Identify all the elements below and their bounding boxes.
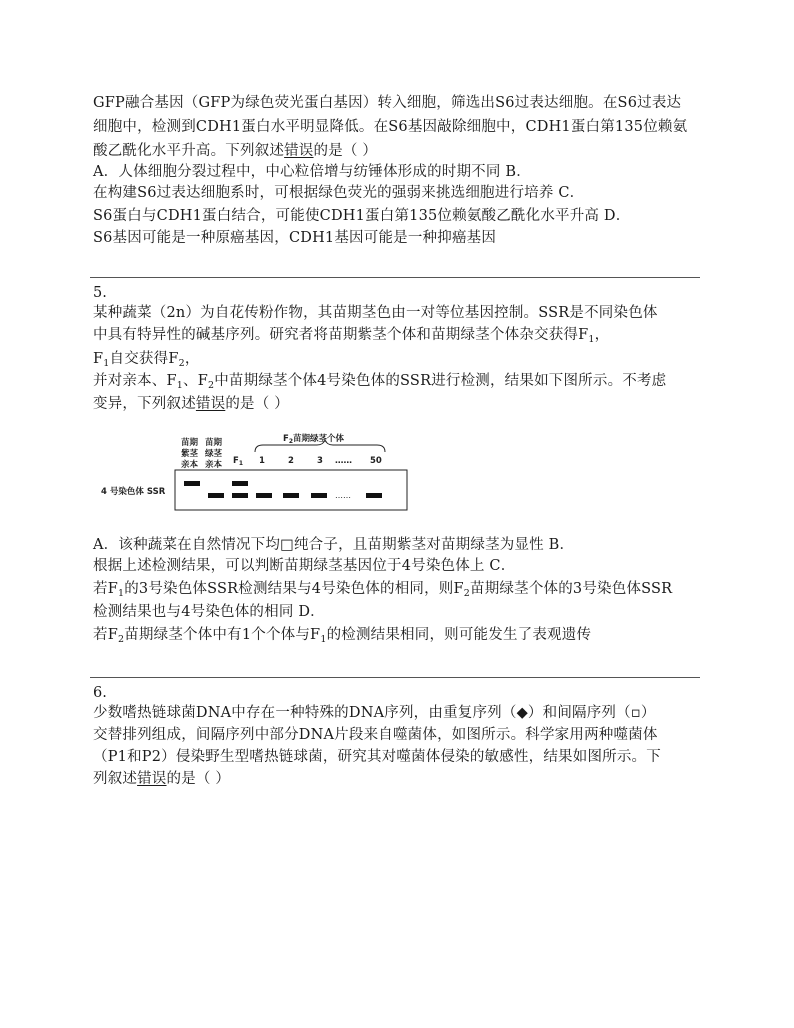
q5-stem-line-3 <box>93 349 200 369</box>
subscript: 2 <box>117 634 125 645</box>
col-f1-sub: 1 <box>238 460 243 467</box>
q4-stem-end: 的是（ ） <box>313 143 378 159</box>
q6-error-word: 错误 <box>137 771 167 787</box>
col-green-label-3: 亲本 <box>205 460 223 470</box>
ssr-gel-figure <box>95 428 425 523</box>
subscript: 1 <box>176 380 184 391</box>
q5-option-c-line-2: 检测结果也与4号染色体的相同 D． <box>93 604 325 620</box>
divider <box>90 277 700 278</box>
q4-option-b: 在构建S6过表达细胞系时，可根据绿色荧光的强弱来挑选细胞进行培养 C． <box>93 185 585 201</box>
col-green-label-2: 绿茎 <box>205 449 223 459</box>
q5-text: 的3号染色体SSR检测结果与4号染色体的相同，则F <box>124 581 464 597</box>
q5-text: ， <box>594 327 610 343</box>
q5-text: 自交获得F <box>109 351 179 367</box>
q5-option-d <box>93 625 591 645</box>
row-label-ssr: 4 号染色体 SSR <box>101 487 166 497</box>
q4-stem-text: 酸乙酰化水平升高。下列叙述 <box>93 143 285 159</box>
subscript: 2 <box>178 358 185 369</box>
q5-text: 中具有特异性的碱基序列。研究者将苗期紫茎个体和苗期绿茎个体杂交获得F <box>93 327 589 343</box>
q6-stem-line-2: 交替排列组成，间隔序列中部分DNA片段来自噬菌体，如图所示。科学家用两种噬菌体 <box>93 727 658 743</box>
band-f2-50 <box>366 493 382 498</box>
col-f1-text: F <box>233 456 239 466</box>
q5-stem-line-1: 某种蔬菜（2n）为自花传粉作物，其苗期茎色由一对等位基因控制。SSR是不同染色体 <box>93 305 658 321</box>
q5-text: 若F <box>93 581 118 597</box>
q6-stem-line-1: 少数嗜热链球菌DNA中存在一种特殊的DNA序列，由重复序列（◆）和间隔序列（▫） <box>93 705 656 721</box>
q5-stem-line-2 <box>93 325 609 345</box>
q6-text: 的是（ ） <box>166 771 231 787</box>
f2-col-2: 2 <box>288 456 294 466</box>
band-purple-parent <box>184 481 200 486</box>
subscript: 2 <box>463 588 471 599</box>
col-purple-label-3: 亲本 <box>181 460 199 470</box>
q5-text: 的检测结果相同，则可能发生了表观遗传 <box>326 627 592 643</box>
q5-text: 苗期绿茎个体的3号染色体SSR <box>470 581 673 597</box>
band-green-parent <box>208 493 224 498</box>
f2-header-sub: 2 <box>288 438 293 445</box>
f2-col-dots: …… <box>335 456 352 466</box>
q5-error-word: 错误 <box>195 396 226 412</box>
band-f2-3 <box>311 493 327 498</box>
subscript: 1 <box>103 358 110 369</box>
q5-text: 并对亲本、F <box>93 373 177 389</box>
q4-stem-line-1: GFP融合基因（GFP为绿色荧光蛋白基因）转入细胞，筛选出S6过表达细胞。在S6过表达 <box>93 95 682 111</box>
q5-stem-line-5 <box>93 394 289 414</box>
col-f1-label <box>233 456 243 467</box>
band-f1-lower <box>232 493 248 498</box>
col-purple-label-1: 苗期 <box>181 438 199 448</box>
divider <box>90 677 700 678</box>
col-green-label-1: 苗期 <box>205 438 223 448</box>
f2-header-text: F <box>283 434 289 444</box>
gel-box <box>175 470 407 510</box>
q6-text: 列叙述 <box>93 771 138 787</box>
q5-text: F <box>93 351 104 367</box>
q5-text: 的是（ ） <box>225 396 289 412</box>
q5-text: ， <box>184 351 200 367</box>
col-purple-label-2: 紫茎 <box>181 449 199 459</box>
band-f2-2 <box>283 493 299 498</box>
q4-option-d: S6基因可能是一种原癌基因，CDH1基因可能是一种抑癌基因 <box>93 230 497 246</box>
subscript: 1 <box>320 634 327 645</box>
q4-option-a: A．人体细胞分裂过程中，中心粒倍增与纺锤体形成的时期不同 B． <box>93 164 531 180</box>
f2-header <box>283 433 345 445</box>
q5-option-a: A．该种蔬菜在自然情况下均□纯合子，且苗期紫茎对苗期绿茎为显性 B． <box>93 537 575 553</box>
subscript: 1 <box>117 588 125 599</box>
f2-col-3: 3 <box>317 456 323 466</box>
q5-number: 5. <box>93 285 107 301</box>
f2-header-text: 苗期绿茎个体 <box>293 434 345 444</box>
q6-stem-line-3: （P1和P2）侵染野生型嗜热链球菌，研究其对噬菌体侵染的敏感性，结果如图所示。下 <box>93 749 661 765</box>
q5-option-b: 根据上述检测结果，可以判断苗期绿茎基因位于4号染色体上 C． <box>93 558 516 574</box>
subscript: 1 <box>588 334 595 345</box>
q5-option-c-line-1 <box>93 579 672 599</box>
subscript: 2 <box>207 380 215 391</box>
f2-col-1: 1 <box>259 456 265 466</box>
q5-text: 变异，下列叙述 <box>93 396 196 412</box>
lane-dots: …… <box>335 491 351 500</box>
band-f2-1 <box>256 493 272 498</box>
q6-number: 6. <box>93 685 107 701</box>
q5-text: 中苗期绿茎个体4号染色体的SSR进行检测，结果如下图所示。不考虑 <box>214 373 667 389</box>
q4-stem-line-2: 细胞中，检测到CDH1蛋白水平明显降低。在S6基因敲除细胞中，CDH1蛋白第135位赖氨 <box>93 119 688 135</box>
f2-col-50: 50 <box>370 456 382 466</box>
q5-text: 苗期绿茎个体中有1个个体与F <box>124 627 321 643</box>
q6-stem-line-4 <box>93 769 230 789</box>
q5-stem-line-4 <box>93 371 666 391</box>
band-f1-upper <box>232 481 248 486</box>
q5-text: 若F <box>93 627 118 643</box>
q4-option-c: S6蛋白与CDH1蛋白结合，可能使CDH1蛋白第135位赖氨酸乙酰化水平升高 D． <box>93 208 631 224</box>
q4-stem-line-3 <box>93 141 377 161</box>
q4-error-word: 错误 <box>284 143 314 159</box>
q5-text: 、F <box>183 373 208 389</box>
